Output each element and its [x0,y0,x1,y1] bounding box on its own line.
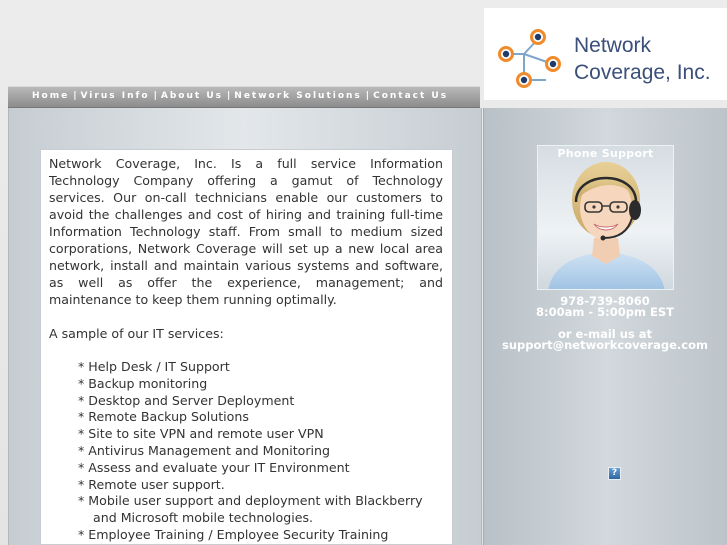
list-item: * Mobile user support and deployment with Blackberry and Microsoft mobile technologies. [78,493,443,527]
list-item: * Remote Backup Solutions [78,409,249,425]
nav-links [32,91,448,101]
nav-link-contact-us[interactable]: Contact Us [373,91,449,101]
brand-name [574,32,711,86]
list-item-continuation: and Microsoft mobile technologies. [93,510,314,526]
network-nodes-logo-icon [494,22,566,90]
nav-separator: | [73,91,77,101]
main-nav [8,86,480,108]
support-phone[interactable]: 978-739-8060 [560,294,650,308]
list-item: * Remote user support. [78,476,225,492]
support-agent-photo [538,146,674,290]
list-item: * Assess and evaluate your IT Environment [78,459,350,475]
list-item: * Help Desk / IT Support [78,359,230,374]
brand-line-2: Coverage, Inc. [574,61,711,84]
support-email-prompt: or e-mail us at [557,327,653,341]
nav-separator: | [227,91,231,101]
services-heading: A sample of our IT services: [49,326,224,341]
nav-link-home[interactable]: Home [32,91,70,101]
support-hours: 8:00am - 5:00pm EST [536,305,674,319]
phone-support-title: Phone Support [557,147,654,160]
logo[interactable] [484,8,727,100]
nav-separator: | [365,91,370,101]
nav-separator: | [153,91,157,101]
brand-line-1: Network [574,34,652,57]
list-item: * Desktop and Server Deployment [78,392,295,408]
list-item: * Employee Training / Employee Security Training [78,526,389,542]
help-icon[interactable]: ? [608,467,621,480]
nav-link-network-solutions[interactable]: Network Solutions [234,91,362,101]
content-box [40,149,453,545]
list-item: * Site to site VPN and remote user VPN [78,426,324,442]
phone-support-card [537,145,674,290]
nav-link-virus-info[interactable]: Virus Info [80,91,150,101]
list-item: * Antivirus Management and Monitoring [78,442,331,458]
support-email-link[interactable]: support@networkcoverage.com [502,338,708,352]
list-item: * Backup monitoring [78,375,208,391]
nav-link-about-us[interactable]: About Us [160,91,223,101]
services-list [49,359,443,544]
intro-paragraph: Network Coverage, Inc. Is a full service Information Technology Company offering a gamut of Technology services. Our on-call technicians enable our customers to avoid the challenges and cost of hiring and training full-time Information Technology staff. From small to medium sized corporations, Network Coverage will set up a new local area network, install and maintain various systems and software, as well as offer the experience, management; and maintenance to keep them running optimally. [49,156,443,307]
